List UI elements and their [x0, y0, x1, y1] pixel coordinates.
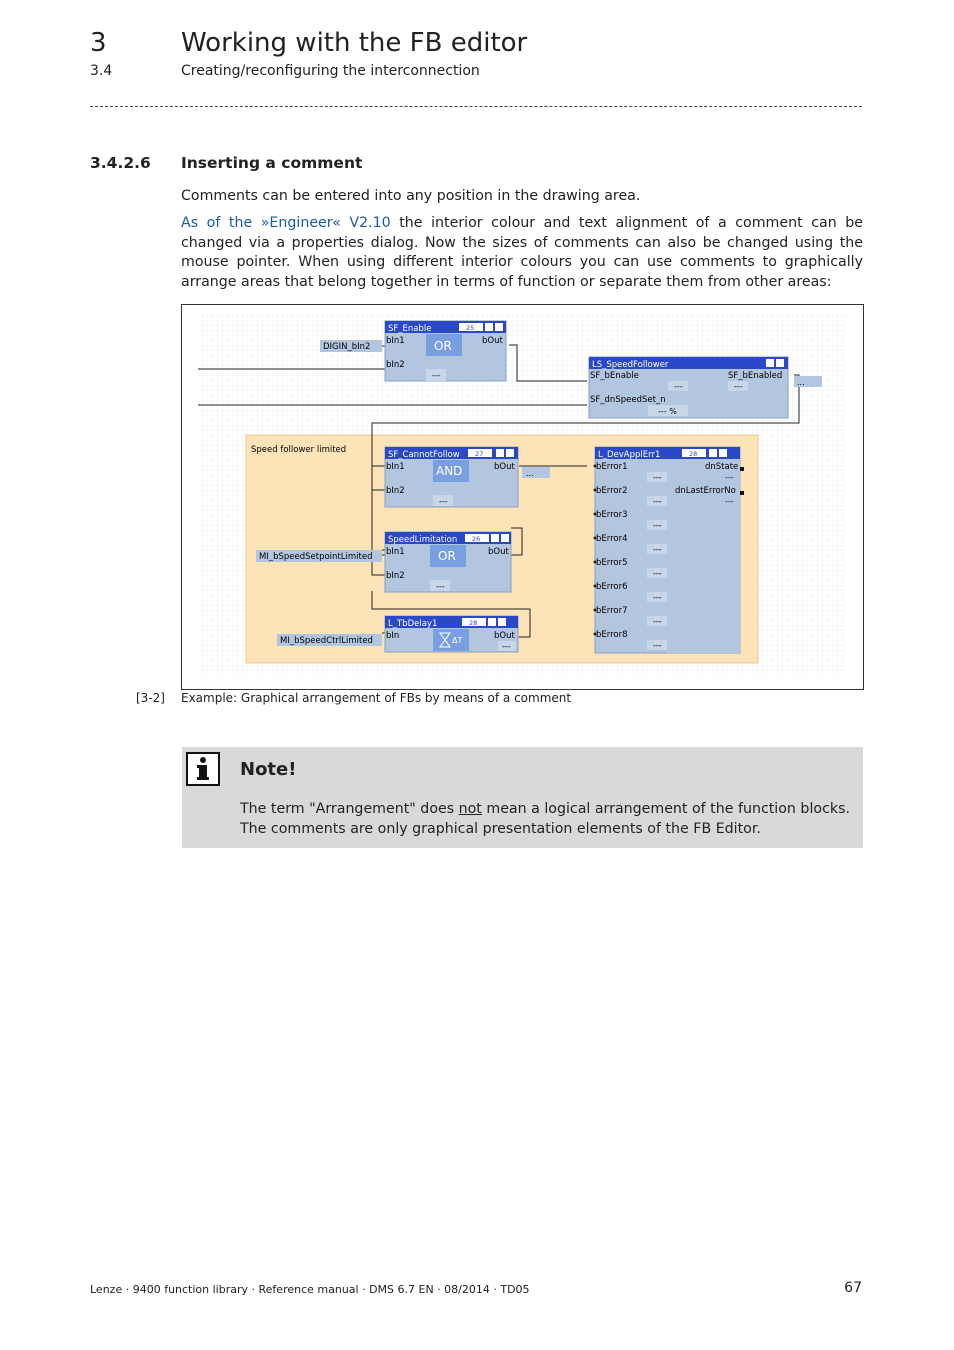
subsection-title: Inserting a comment — [181, 154, 363, 172]
section-number: 3.4 — [90, 63, 113, 79]
svg-text:OR: OR — [434, 339, 452, 353]
dev-input-label: bError8 — [596, 630, 628, 640]
svg-text:...: ... — [526, 469, 534, 478]
svg-text:ΔT: ΔT — [452, 636, 463, 645]
fb-ls-speedfollower[interactable] — [589, 357, 822, 418]
svg-text:25: 25 — [466, 324, 475, 332]
svg-text:bIn2: bIn2 — [386, 486, 405, 496]
svg-text:DIGIN_bIn2: DIGIN_bIn2 — [323, 342, 371, 352]
dev-input-dash: --- — [653, 617, 662, 626]
info-icon[interactable] — [491, 534, 499, 542]
svg-text:---: --- — [432, 371, 441, 380]
svg-text:L_DevApplErr1: L_DevApplErr1 — [598, 450, 661, 460]
fb-speedlimitation[interactable] — [385, 532, 511, 592]
svg-text:---: --- — [502, 642, 511, 651]
svg-text:---: --- — [674, 382, 683, 391]
maximize-icon[interactable] — [495, 323, 503, 331]
paragraph-version — [181, 214, 863, 292]
figure-fb-diagram — [181, 304, 864, 690]
dev-input-pin[interactable] — [594, 537, 597, 540]
svg-text:dnLastErrorNo: dnLastErrorNo — [675, 486, 736, 496]
info-icon[interactable] — [496, 449, 504, 457]
dev-input-dash: --- — [653, 473, 662, 482]
chapter-number: 3 — [90, 28, 107, 58]
info-icon[interactable] — [485, 323, 493, 331]
dev-input-pin[interactable] — [594, 513, 597, 516]
svg-text:SF_bEnabled: SF_bEnabled — [728, 371, 783, 381]
svg-text:---: --- — [734, 382, 743, 391]
dev-input-dash: --- — [653, 641, 662, 650]
dev-input-label: bError7 — [596, 606, 628, 616]
dev-input-dash: --- — [653, 545, 662, 554]
subsection-number: 3.4.2.6 — [90, 154, 151, 172]
svg-text:27: 27 — [475, 450, 484, 458]
comment-label: Speed follower limited — [251, 445, 347, 455]
svg-text:bIn: bIn — [386, 631, 400, 641]
fb-tbdelay[interactable] — [385, 616, 518, 652]
svg-text:dnState: dnState — [705, 462, 739, 472]
svg-text:SF_dnSpeedSet_n: SF_dnSpeedSet_n — [590, 395, 666, 405]
svg-text:26: 26 — [472, 535, 481, 543]
svg-text:bIn1: bIn1 — [386, 462, 405, 472]
svg-text:---: --- — [439, 497, 448, 506]
svg-text:28: 28 — [689, 450, 698, 458]
signal-digin[interactable] — [320, 340, 382, 352]
svg-text:MI_bSpeedSetpointLimited: MI_bSpeedSetpointLimited — [259, 552, 373, 562]
info-icon[interactable] — [709, 449, 717, 457]
dev-input-pin[interactable] — [594, 465, 597, 468]
dev-input-pin[interactable] — [594, 489, 597, 492]
info-icon — [186, 752, 220, 786]
dev-input-label: bError3 — [596, 510, 628, 520]
svg-text:SF_CannotFollow: SF_CannotFollow — [388, 450, 460, 460]
footer-text: Lenze · 9400 function library · Reference manual · DMS 6.7 EN · 08/2014 · TD05 — [90, 1283, 530, 1296]
dev-input-dash: --- — [653, 497, 662, 506]
svg-text:OR: OR — [438, 549, 456, 563]
svg-text:---: --- — [725, 473, 734, 482]
svg-text:---: --- — [725, 497, 734, 506]
header-divider — [90, 106, 862, 107]
maximize-icon[interactable] — [498, 618, 506, 626]
svg-text:...: ... — [797, 378, 805, 387]
svg-text:L_TbDelay1: L_TbDelay1 — [388, 619, 438, 629]
paragraph-version-text: the interior colour and text alignment of a comment can be changed via a properties dialog. Now the sizes of comments can also be changed using the mouse pointer. When using different interior colours you can use comments to graphically arrange areas that belong together in terms of function or separate them from other areas: — [181, 215, 863, 290]
maximize-icon[interactable] — [776, 359, 784, 367]
maximize-icon[interactable] — [501, 534, 509, 542]
info-icon[interactable] — [766, 359, 774, 367]
figure-number: [3-2] — [136, 691, 165, 705]
svg-text:---: --- — [436, 582, 445, 591]
dev-input-pin[interactable] — [594, 633, 597, 636]
dev-input-dash: --- — [653, 593, 662, 602]
paragraph-intro: Comments can be entered into any position in the drawing area. — [181, 188, 641, 204]
svg-text:bOut: bOut — [494, 631, 515, 641]
page-number: 67 — [844, 1280, 862, 1296]
svg-text:SpeedLimitation: SpeedLimitation — [388, 535, 458, 545]
dev-input-pin[interactable] — [594, 609, 597, 612]
fb-diagram-canvas — [182, 305, 863, 689]
svg-text:bOut: bOut — [494, 462, 515, 472]
dev-input-label: bError4 — [596, 534, 628, 544]
svg-text:MI_bSpeedCtrlLimited: MI_bSpeedCtrlLimited — [280, 636, 373, 646]
version-link[interactable]: As of the »Engineer« V2.10 — [181, 215, 391, 231]
fb-sf-enable[interactable] — [385, 321, 506, 381]
dev-input-label: bError5 — [596, 558, 628, 568]
svg-text:bIn2: bIn2 — [386, 571, 405, 581]
svg-text:AND: AND — [436, 464, 463, 478]
dev-input-label: bError2 — [596, 486, 628, 496]
maximize-icon[interactable] — [719, 449, 727, 457]
svg-text:--- %: --- % — [658, 407, 677, 416]
emphasis-not: not — [458, 801, 482, 817]
svg-text:bIn1: bIn1 — [386, 547, 405, 557]
svg-text:LS_SpeedFollower: LS_SpeedFollower — [592, 360, 669, 370]
chapter-title: Working with the FB editor — [181, 28, 528, 58]
svg-text:SF_Enable: SF_Enable — [388, 324, 432, 334]
dev-input-label: bError6 — [596, 582, 628, 592]
section-title: Creating/reconfiguring the interconnection — [181, 63, 480, 79]
svg-text:bIn2: bIn2 — [386, 360, 405, 370]
dev-input-pin[interactable] — [594, 561, 597, 564]
dev-input-pin[interactable] — [594, 585, 597, 588]
fb-devapplerr[interactable] — [594, 447, 745, 653]
dev-input-dash: --- — [653, 521, 662, 530]
signal-setpoint[interactable] — [256, 550, 382, 562]
note-title: Note! — [240, 759, 297, 780]
dev-input-dash: --- — [653, 569, 662, 578]
svg-text:SF_bEnable: SF_bEnable — [590, 371, 639, 381]
svg-text:bIn1: bIn1 — [386, 336, 405, 346]
svg-text:bOut: bOut — [488, 547, 509, 557]
svg-text:28: 28 — [469, 619, 478, 627]
maximize-icon[interactable] — [506, 449, 514, 457]
info-icon[interactable] — [488, 618, 496, 626]
svg-text:bOut: bOut — [482, 336, 503, 346]
figure-caption: Example: Graphical arrangement of FBs by means of a comment — [181, 691, 572, 705]
dev-input-label: bError1 — [596, 462, 628, 472]
signal-ctrl[interactable] — [277, 634, 382, 646]
note-body: The term "Arrangement" does not mean a logical arrangement of the function blocks. The comments are only graphical presentation elements of the FB Editor. — [240, 801, 850, 837]
